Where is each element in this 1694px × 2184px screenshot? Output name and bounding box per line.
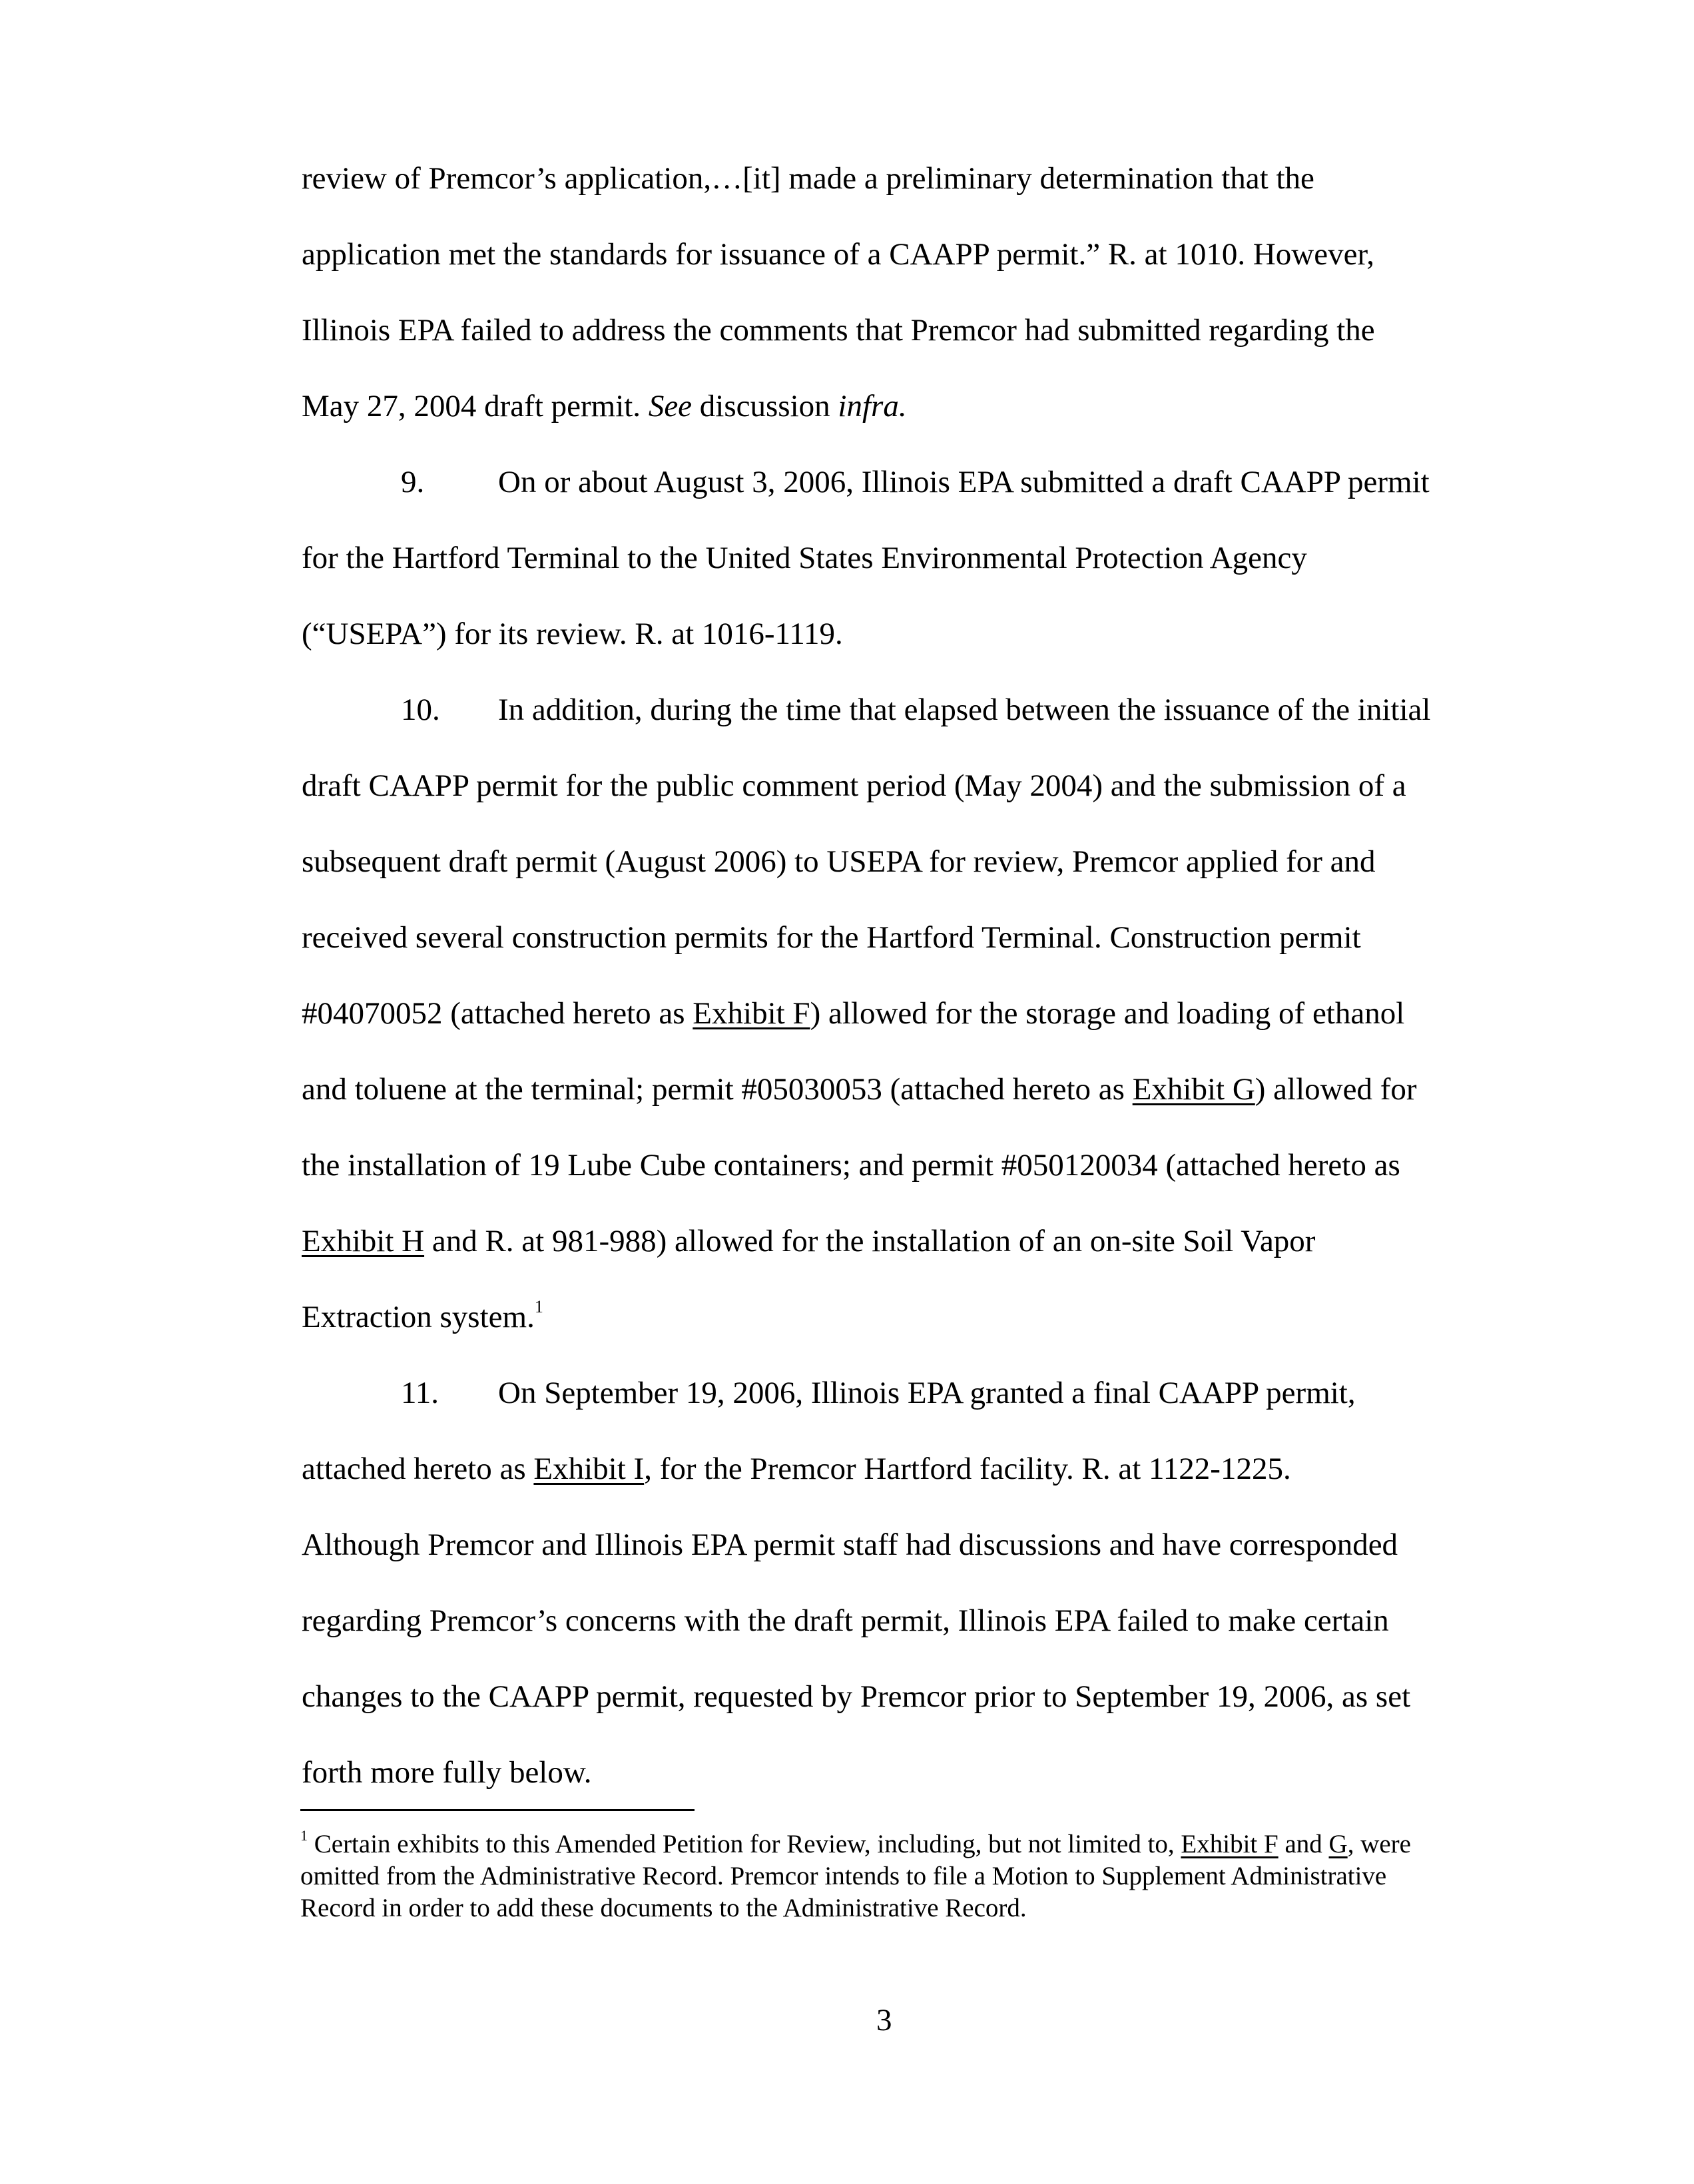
body-text-line: Illinois EPA failed to address the comments that Premcor had submitted regarding the	[302, 313, 1375, 348]
body-text-line: forth more fully below.	[302, 1755, 592, 1790]
footnote-separator	[300, 1809, 695, 1811]
body-text-line	[302, 388, 907, 425]
body-text-line	[302, 1450, 1291, 1488]
body-text-line	[302, 1298, 543, 1336]
body-text-line: draft CAAPP permit for the public comment period (May 2004) and the submission of a	[302, 768, 1406, 803]
body-text-line: regarding Premcor’s concerns with the draft permit, Illinois EPA failed to make certain	[302, 1603, 1389, 1638]
text-run: #04070052 (attached hereto as	[302, 996, 693, 1031]
body-text-line	[302, 1071, 1417, 1108]
text-run: Certain exhibits to this Amended Petition for Review, including, but not limited to,	[308, 1830, 1181, 1858]
text-run: and toluene at the terminal; permit #05030053 (attached hereto as	[302, 1072, 1133, 1107]
text-run: , were	[1347, 1830, 1411, 1858]
exhibit-h-reference: Exhibit H	[302, 1224, 425, 1258]
body-text-line: changes to the CAAPP permit, requested by Premcor prior to September 19, 2006, as set	[302, 1679, 1411, 1714]
body-text-line: subsequent draft permit (August 2006) to USEPA for review, Premcor applied for and	[302, 844, 1376, 879]
paragraph-number: 9.	[401, 465, 425, 499]
text-run: May 27, 2004 draft permit.	[302, 389, 649, 423]
body-text-line: On September 19, 2006, Illinois EPA granted a final CAAPP permit,	[498, 1376, 1356, 1410]
text-run: and	[1278, 1830, 1329, 1858]
body-text-line: Although Premcor and Illinois EPA permit staff had discussions and have corresponded	[302, 1527, 1398, 1562]
paragraph-number: 11.	[401, 1376, 439, 1410]
body-text-line: In addition, during the time that elapsed between the issuance of the initial	[498, 692, 1431, 727]
body-text-line: On or about August 3, 2006, Illinois EPA submitted a draft CAAPP permit	[498, 465, 1430, 499]
footnote-exhibit-g-reference: G	[1328, 1830, 1348, 1858]
body-text-line	[302, 1223, 1315, 1260]
page-number: 3	[876, 2003, 892, 2038]
exhibit-g-reference: Exhibit G	[1132, 1072, 1255, 1107]
text-run: discussion	[692, 389, 838, 423]
see-signal: See	[648, 389, 693, 423]
infra-signal: infra.	[838, 389, 907, 423]
footnote-reference: 1	[534, 1297, 543, 1316]
body-text-line: for the Hartford Terminal to the United States Environmental Protection Agency	[302, 541, 1307, 575]
body-text-line: the installation of 19 Lube Cube containers; and permit #050120034 (attached hereto as	[302, 1148, 1400, 1183]
text-run: Extraction system.	[302, 1300, 535, 1334]
footnote-line: omitted from the Administrative Record. Premcor intends to file a Motion to Supplement Administrative	[300, 1862, 1387, 1890]
text-run: ) allowed for	[1255, 1072, 1417, 1107]
footnote-line	[300, 1829, 1411, 1860]
body-text-line: (“USEPA”) for its review. R. at 1016-1119.	[302, 617, 843, 651]
exhibit-f-reference: Exhibit F	[693, 996, 810, 1031]
text-run: attached hereto as	[302, 1452, 534, 1486]
text-run: and R. at 981-988) allowed for the installation of an on-site Soil Vapor	[424, 1224, 1316, 1258]
text-run: , for the Premcor Hartford facility. R. at 1122-1225.	[644, 1452, 1291, 1486]
footnote-line: Record in order to add these documents to the Administrative Record.	[300, 1894, 1027, 1922]
footnote-marker: 1	[300, 1827, 308, 1844]
text-run: ) allowed for the storage and loading of ethanol	[810, 996, 1405, 1031]
body-text-line: review of Premcor’s application,…[it] made a preliminary determination that the	[302, 161, 1314, 196]
body-text-line: application met the standards for issuance of a CAAPP permit.” R. at 1010. However,	[302, 237, 1374, 272]
body-text-line: received several construction permits for the Hartford Terminal. Construction permit	[302, 920, 1361, 955]
paragraph-number: 10.	[401, 692, 440, 727]
body-text-line	[302, 995, 1404, 1032]
footnote-exhibit-f-reference: Exhibit F	[1181, 1830, 1278, 1858]
exhibit-i-reference: Exhibit I	[533, 1452, 645, 1486]
